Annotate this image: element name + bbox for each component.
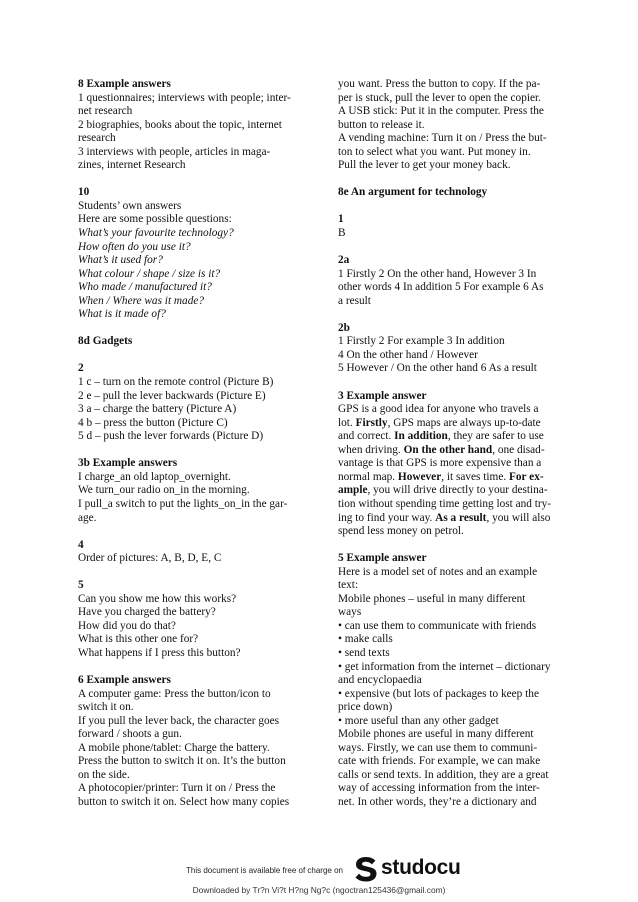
text-run: , it saves time.: [441, 470, 509, 483]
text-line: price down): [338, 701, 393, 714]
text-line: on the side.: [78, 768, 130, 781]
bullet-line: • send texts: [338, 646, 390, 659]
section-3-example-answer: [338, 390, 563, 539]
linking-word: For ex-: [509, 470, 544, 483]
bullet-line: • expensive (but lots of packages to keep the: [338, 687, 539, 700]
text-run: normal map.: [338, 470, 398, 483]
text-line: calls or send texts. In addition, they are a great: [338, 768, 549, 781]
text-line: How did you do that?: [78, 619, 176, 632]
section-6-example-answers: [78, 674, 300, 809]
text-line: 1 questionnaires; interviews with people; inter-: [78, 91, 291, 104]
text-line: a result: [338, 294, 371, 307]
linking-word: In addition: [394, 430, 448, 443]
question-line: What’s your favourite technology?: [78, 227, 234, 240]
footer-downloaded-by: Downloaded by Tr?n Vi?t H?ng Ng?c (ngoctran125436@gmail.com): [192, 885, 446, 895]
text-line: Press the button to switch it on. It’s the button: [78, 755, 286, 768]
section-1: [338, 213, 563, 240]
linking-word: Firstly: [355, 416, 388, 429]
text-run: spend less money on petrol.: [338, 525, 464, 538]
section-heading: 4: [78, 538, 84, 551]
text-line: other words 4 In addition 5 For example 6 As: [338, 281, 544, 294]
availability-text: This document is available free of charge on: [186, 866, 343, 875]
section-heading: 1: [338, 213, 344, 226]
text-run: , GPS maps are always up-to-date: [387, 416, 541, 429]
text-line: We turn_our radio on_in the morning.: [78, 484, 250, 497]
text-line: I pull_a switch to put the lights_on_in the gar-: [78, 497, 288, 510]
question-line: Who made / manufactured it?: [78, 281, 212, 294]
text-line: B: [338, 227, 346, 240]
section-8e-argument: [338, 186, 563, 200]
text-line: [338, 498, 563, 512]
text-line: Students’ own answers: [78, 199, 182, 212]
question-line: What’s it used for?: [78, 254, 163, 267]
text-line: Can you show me how this works?: [78, 592, 237, 605]
section-heading: 5 Example answer: [338, 552, 427, 565]
text-line: A USB stick: Put it in the computer. Press the: [338, 105, 544, 118]
section-2b: [338, 322, 563, 376]
text-line: A mobile phone/tablet: Charge the battery.: [78, 741, 270, 754]
text-line: forward / shoots a gun.: [78, 728, 182, 741]
section-2a: [338, 254, 563, 308]
text-line: text:: [338, 579, 359, 592]
text-line: 5 However / On the other hand 6 As a result: [338, 362, 537, 375]
text-line: way of accessing information from the inter-: [338, 782, 540, 795]
section-8-example-answers: [78, 78, 300, 173]
text-line: [338, 471, 563, 485]
studocu-wordmark: studocu: [381, 856, 461, 879]
text-line: [338, 403, 563, 417]
text-line: If you pull the lever back, the character goes: [78, 714, 280, 727]
text-line: [338, 512, 563, 526]
section-5-example-answer: [338, 552, 563, 809]
section-10: [78, 186, 300, 321]
text-line: switch it on.: [78, 701, 134, 714]
left-column: [78, 78, 300, 823]
section-heading: 3b Example answers: [78, 457, 178, 470]
text-run: , you will drive directly to your destina-: [367, 484, 548, 497]
bullet-line: • can use them to communicate with friends: [338, 619, 537, 632]
section-heading: 2a: [338, 254, 350, 267]
text-line: I charge_an old laptop_overnight.: [78, 470, 231, 483]
text-line: A photocopier/printer: Turn it on / Press the: [78, 782, 276, 795]
bullet-line: • more useful than any other gadget: [338, 714, 499, 727]
text-line: ton to select what you want. Put money in.: [338, 145, 531, 158]
text-line: button to switch it on. Select how many copies: [78, 795, 290, 808]
text-line: Mobile phones – useful in many different: [338, 592, 526, 605]
text-line: Mobile phones are useful in many different: [338, 728, 534, 741]
question-line: When / Where was it made?: [78, 294, 205, 307]
text-run: , they are safer to use: [447, 430, 544, 443]
bullet-line: • make calls: [338, 633, 393, 646]
text-line: What is this other one for?: [78, 633, 199, 646]
text-line: ways: [338, 606, 362, 619]
text-line: A vending machine: Turn it on / Press the but-: [338, 132, 547, 145]
text-line: [338, 417, 563, 431]
section-continued-answers: [338, 78, 563, 173]
text-run: , you will also: [486, 511, 551, 524]
text-line: 1 Firstly 2 For example 3 In addition: [338, 335, 505, 348]
text-line: button to release it.: [338, 118, 425, 131]
question-line: What is it made of?: [78, 308, 166, 321]
studocu-logo-icon: [354, 856, 378, 882]
text-line: [338, 525, 563, 539]
linking-word: On the other hand: [403, 443, 493, 456]
text-line: Here is a model set of notes and an example: [338, 565, 538, 578]
text-line: zines, internet Research: [78, 159, 186, 172]
section-4: [78, 539, 300, 566]
text-line: [338, 457, 563, 471]
text-line: [338, 444, 563, 458]
text-run: ing to find your way.: [338, 511, 436, 524]
question-line: How often do you use it?: [78, 240, 191, 253]
text-line: ways. Firstly, we can use them to communi-: [338, 741, 538, 754]
text-line: 3 interviews with people, articles in maga-: [78, 145, 271, 158]
section-2: [78, 362, 300, 443]
section-heading: 8e An argument for technology: [338, 186, 488, 199]
text-line: cate with friends. For example, we can make: [338, 755, 541, 768]
question-line: What colour / shape / size is it?: [78, 267, 221, 280]
text-line: 1 Firstly 2 On the other hand, However 3 In: [338, 267, 537, 280]
text-run: vantage is that GPS is more expensive than a: [338, 457, 542, 470]
section-heading: 3 Example answer: [338, 389, 427, 402]
text-line: Order of pictures: A, B, D, E, C: [78, 552, 222, 565]
text-line: 4 b – press the button (Picture C): [78, 416, 228, 429]
text-line: What happens if I press this button?: [78, 646, 241, 659]
linking-word: ample: [338, 484, 368, 497]
text-line: 3 a – charge the battery (Picture A): [78, 403, 237, 416]
section-heading: 6 Example answers: [78, 674, 171, 687]
text-run: tion without spending time getting lost and try-: [338, 497, 552, 510]
text-line: 2 biographies, books about the topic, internet: [78, 118, 282, 131]
text-line: Pull the lever to get your money back.: [338, 159, 511, 172]
bullet-line: • get information from the internet – dictionary: [338, 660, 551, 673]
text-line: 5 d – push the lever forwards (Picture D): [78, 430, 264, 443]
text-line: per is stuck, pull the lever to open the copier.: [338, 91, 541, 104]
linking-word: As a result: [435, 511, 487, 524]
text-line: Have you charged the battery?: [78, 606, 216, 619]
text-run: lot.: [338, 416, 356, 429]
linking-word: However: [397, 470, 442, 483]
section-heading: 2b: [338, 321, 350, 334]
section-heading: 8 Example answers: [78, 78, 171, 90]
text-line: net research: [78, 105, 133, 118]
text-run: , one disad-: [492, 443, 545, 456]
text-line: [338, 484, 563, 498]
text-run: when driving.: [338, 443, 404, 456]
text-line: and encyclopaedia: [338, 674, 422, 687]
text-line: net. In other words, they’re a dictionary and: [338, 795, 537, 808]
section-3b-example-answers: [78, 457, 300, 525]
section-heading: 2: [78, 362, 84, 375]
text-line: 2 e – pull the lever backwards (Picture E): [78, 389, 266, 402]
section-heading: 10: [78, 186, 90, 199]
text-line: age.: [78, 511, 97, 524]
text-line: research: [78, 132, 116, 145]
text-line: you want. Press the button to copy. If the pa-: [338, 78, 541, 90]
section-5: [78, 579, 300, 660]
section-heading: 8d Gadgets: [78, 335, 133, 348]
text-line: Here are some possible questions:: [78, 213, 232, 226]
text-line: 4 On the other hand / However: [338, 348, 478, 361]
section-8d-gadgets: [78, 335, 300, 349]
right-column: [338, 78, 563, 823]
section-heading: 5: [78, 579, 84, 592]
text-run: GPS is a good idea for anyone who travels a: [338, 403, 539, 416]
text-line: 1 c – turn on the remote control (Picture B): [78, 376, 274, 389]
text-line: [338, 430, 563, 444]
text-run: and correct.: [338, 430, 395, 443]
text-line: A computer game: Press the button/icon to: [78, 687, 271, 700]
